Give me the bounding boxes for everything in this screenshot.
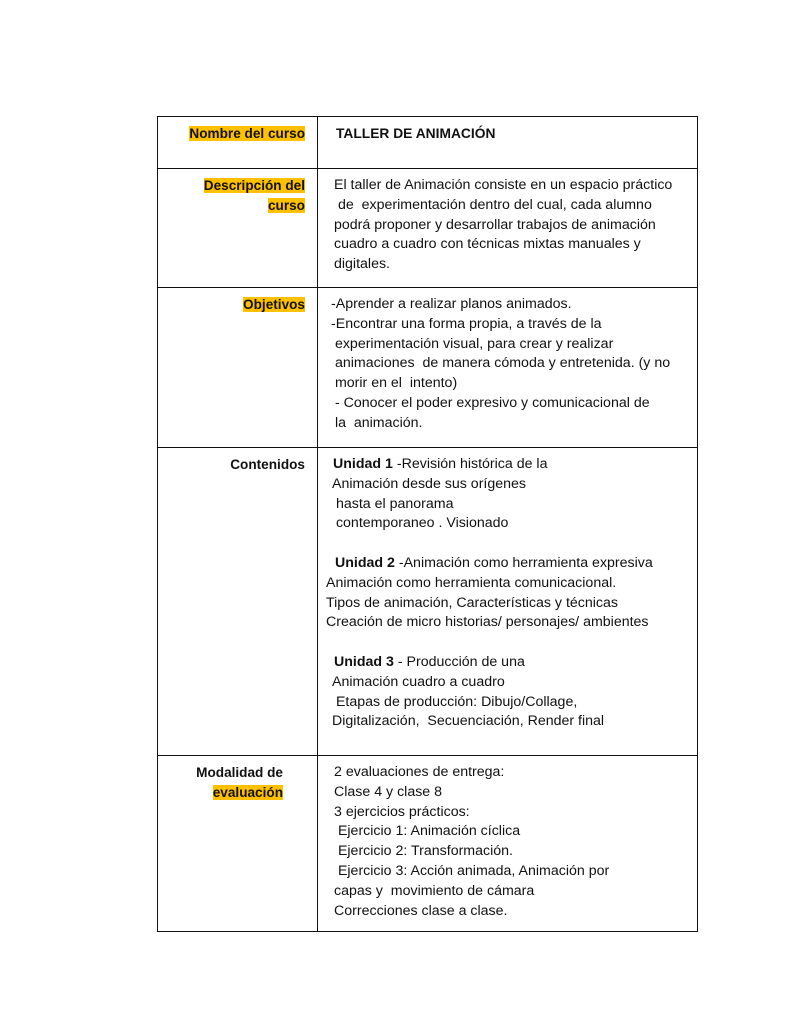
unidad-1-line: contemporaneo . Visionado	[332, 515, 509, 532]
modalidad-line: Ejercicio 1: Animación cíclica	[334, 823, 521, 840]
content-cell-descripcion	[318, 169, 698, 288]
course-info-table	[157, 116, 698, 932]
table-row-contenidos	[158, 448, 698, 756]
descripcion-line: podrá proponer y desarrollar trabajos de animación	[334, 216, 656, 233]
objetivo-line: -Aprender a realizar planos animados.	[331, 296, 572, 312]
unidad-3-line: Digitalización, Secuenciación, Render final	[332, 713, 605, 730]
content-cell-contenidos	[318, 448, 698, 756]
unidad-3-line: Animación cuadro a cuadro	[332, 673, 505, 690]
unidad-3-title: Unidad 3	[334, 653, 394, 670]
modalidad-line: Correcciones clase a clase.	[334, 902, 508, 919]
unidad-1-first-line: -Revisión histórica de la	[392, 456, 548, 472]
unidad-2-line: Tipos de animación, Características y técnicas	[326, 594, 619, 611]
unidad-1-heading	[326, 455, 691, 475]
unidad-2-line: Animación como herramienta comunicacional.	[326, 574, 617, 591]
objetivo-line: morir en el intento)	[331, 375, 458, 392]
descripcion-line: cuadro a cuadro con técnicas mixtas manuales y	[334, 236, 641, 253]
objetivo-line: -Encontrar una forma propia, a través de la	[331, 315, 602, 332]
label-objetivos: Objetivos	[243, 297, 305, 312]
label-cell-nombre	[158, 117, 318, 169]
unidad-2-title: Unidad 2	[335, 554, 395, 571]
unidad-1-line: hasta el panorama	[332, 495, 454, 512]
label-cell-descripcion	[158, 169, 318, 288]
label-descripcion-line2: curso	[267, 197, 305, 213]
modalidad-line: Clase 4 y clase 8	[334, 783, 443, 800]
objetivo-line: animaciones de manera cómoda y entretenida. (y no	[331, 355, 671, 372]
table-row-objetivos	[158, 288, 698, 448]
course-title: TALLER DE ANIMACIÓN	[336, 126, 496, 141]
objetivo-line: la animación.	[331, 414, 423, 431]
table-row-descripcion	[158, 169, 698, 288]
content-cell-nombre	[318, 117, 698, 169]
modalidad-line: Ejercicio 2: Transformación.	[334, 843, 513, 860]
label-cell-contenidos	[158, 448, 318, 756]
unidad-3-first-line: - Producción de una	[393, 653, 525, 670]
unidad-2-heading	[326, 554, 691, 574]
label-cell-objetivos	[158, 288, 318, 448]
descripcion-line: El taller de Animación consiste en un espacio práctico	[334, 177, 673, 193]
objetivo-line: experimentación visual, para crear y realizar	[331, 335, 614, 352]
modalidad-line: capas y movimiento de cámara	[334, 882, 535, 899]
objetivo-line: - Conocer el poder expresivo y comunicacional de	[331, 394, 650, 411]
unidad-3-line: Etapas de producción: Dibujo/Collage,	[332, 693, 578, 710]
modalidad-line: 2 evaluaciones de entrega:	[334, 764, 505, 780]
unidad-2-first-line: -Animación como herramienta expresiva	[394, 554, 653, 571]
content-cell-modalidad	[318, 756, 698, 932]
label-nombre: Nombre del curso	[189, 126, 305, 141]
unidad-2-line: Creación de micro historias/ personajes/ ambientes	[326, 614, 649, 631]
label-cell-modalidad	[158, 756, 318, 932]
table-row-modalidad	[158, 756, 698, 932]
descripcion-line: digitales.	[334, 256, 390, 273]
label-contenidos: Contenidos	[230, 457, 305, 472]
label-modalidad-line1: Modalidad de	[196, 765, 283, 780]
unidad-3-heading	[326, 653, 691, 673]
label-modalidad-line2: evaluación	[212, 784, 283, 800]
unidad-1-title: Unidad 1	[333, 456, 393, 472]
modalidad-line: Ejercicio 3: Acción animada, Animación por	[334, 862, 610, 879]
table-row-nombre	[158, 117, 698, 169]
content-cell-objetivos	[318, 288, 698, 448]
unidad-1-line: Animación desde sus orígenes	[332, 475, 527, 492]
modalidad-line: 3 ejercicios prácticos:	[334, 803, 470, 820]
label-descripcion-line1: Descripción del	[203, 178, 305, 193]
descripcion-line: de experimentación dentro del cual, cada alumno	[334, 196, 652, 213]
